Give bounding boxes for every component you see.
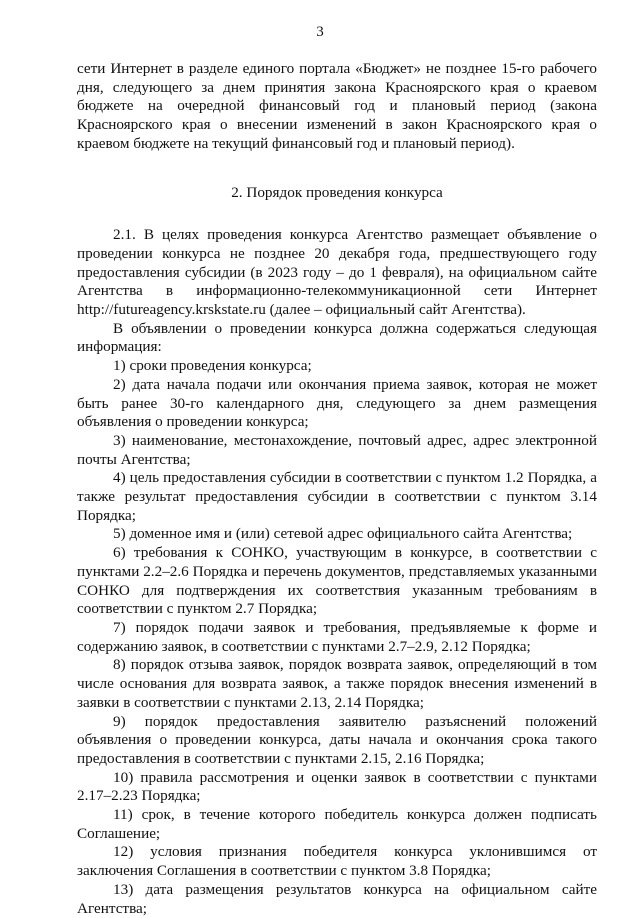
list-item-4: 4) цель предоставления субсидии в соответствии с пунктом 1.2 Порядка, а также результат предоставления субсидии в соответствии с пунктом 3.14 Порядка;: [77, 469, 597, 524]
list-item-10: 10) правила рассмотрения и оценки заявок в соответствии с пунктами 2.17–2.23 Порядка;: [77, 768, 597, 805]
list-item-12: 12) условия признания победителя конкурса уклонившимся от заключения Соглашения в соответствии с пунктом 3.8 Порядка;: [77, 843, 597, 880]
list-item-9: 9) порядок предоставления заявителю разъяснений положений объявления о проведении конкурса, даты начала и окончания срока такого предоставления в соответствии с пунктами 2.15, 2.16 Порядка;: [77, 712, 597, 767]
document-body: [77, 60, 597, 918]
list-item-11: 11) срок, в течение которого победитель конкурса должен подписать Соглашение;: [77, 806, 597, 842]
section-heading: 2. Порядок проведения конкурса: [231, 183, 443, 201]
announcement-intro: В объявлении о проведении конкурса должна содержаться следующая информация:: [77, 319, 597, 356]
paragraph-2-1: 2.1. В целях проведения конкурса Агентство размещает объявление о проведении конкурса не позднее 20 декабря года, предшествующего году предоставления субсидии (в 2023 году – до 1 февраля), на официальном сайте Агентства в информационно-телекоммуникационной сети Интернет http://futureagency.krskstate.ru (далее – официальный сайт Агентства).: [77, 226, 597, 319]
intro-paragraph: сети Интернет в разделе единого портала «Бюджет» не позднее 15-го рабочего дня, следующего за днем принятия закона Красноярского края о краевом бюджете на очередной финансовый год и плановый период (закона Красноярского края о внесении изменений в закон Красноярского края о краевом бюджете на текущий финансовый год и плановый период).: [77, 60, 597, 152]
list-item-3: 3) наименование, местонахождение, почтовый адрес, адрес электронной почты Агентства;: [77, 431, 597, 468]
page-number: 3: [316, 24, 324, 40]
list-item-2: 2) дата начала подачи или окончания приема заявок, которая не может быть ранее 30-го календарного дня, следующего за днем размещения объявления о проведении конкурса;: [77, 375, 597, 431]
list-item-5: 5) доменное имя и (или) сетевой адрес официального сайта Агентства;: [113, 525, 573, 543]
list-item-13: 13) дата размещения результатов конкурса на официальном сайте Агентства;: [77, 880, 597, 917]
list-item-8: 8) порядок отзыва заявок, порядок возврата заявок, определяющий в том числе основания для возврата заявок, а также порядок внесения изменений в заявки в соответствии с пунктами 2.13, 2.14 Порядка;: [77, 656, 597, 711]
list-item-7: 7) порядок подачи заявок и требования, предъявляемые к форме и содержанию заявок, в соответствии с пунктами 2.7–2.9, 2.12 Порядка;: [77, 618, 597, 655]
list-item-6: 6) требования к СОНКО, участвующим в конкурсе, в соответствии с пунктами 2.2–2.6 Порядка и перечень документов, представляемых указанными СОНКО для подтверждения их соответствия указанным требованиям в соответствии с пунктом 2.7 Порядка;: [77, 544, 597, 618]
list-item-1: 1) сроки проведения конкурса;: [113, 357, 312, 375]
